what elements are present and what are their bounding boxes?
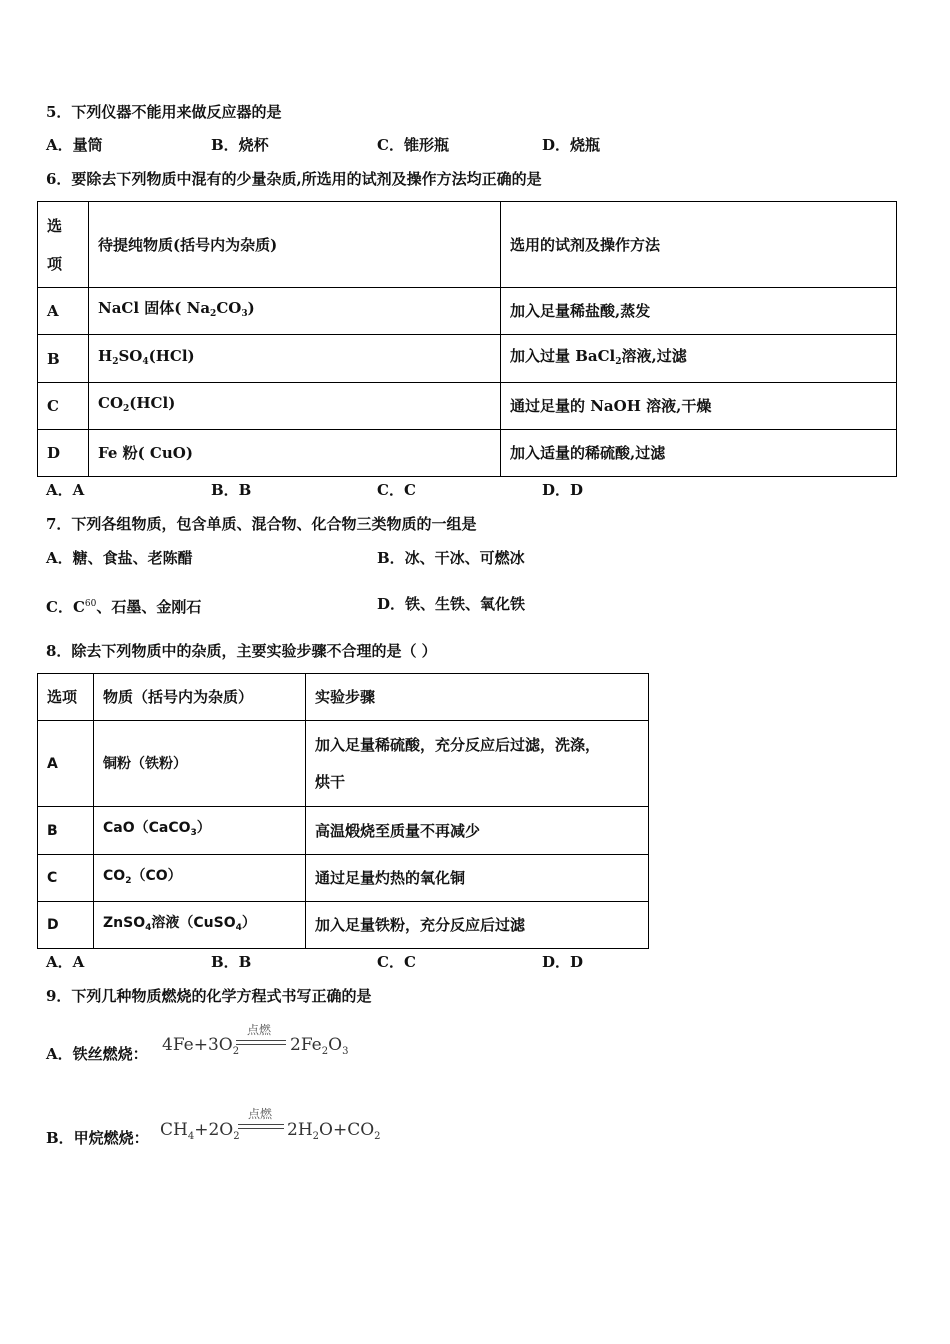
header-cell-substance: 物质（括号内为杂质） xyxy=(94,674,306,721)
row-option: D xyxy=(38,430,89,477)
q5-option-b: B．烧杯 xyxy=(211,136,269,154)
q9-option-b-arrow-top xyxy=(238,1124,284,1125)
q7-stem: 7．下列各组物质，包含单质、混合物、化合物三类物质的一组是 xyxy=(46,515,477,533)
q9-option-b-arrow-bottom xyxy=(238,1128,284,1129)
q9-option-b-label: B．甲烷燃烧： xyxy=(46,1129,149,1147)
q6-option-b: B．B xyxy=(211,481,252,499)
header-cell-substance: 待提纯物质(括号内为杂质) xyxy=(89,202,501,288)
row-substance: CaO（CaCO$_3$） xyxy=(94,807,306,855)
row-method: 加入足量稀盐酸,蒸发 xyxy=(501,288,897,335)
header-cell-option: 选 项 xyxy=(38,202,89,288)
table-header-row xyxy=(38,674,649,721)
q5-stem: 5．下列仪器不能用来做反应器的是 xyxy=(46,103,282,121)
q8-stem: 8．除去下列物质中的杂质，主要实验步骤不合理的是（ ） xyxy=(46,642,437,660)
q6-option-c: C．C xyxy=(377,481,416,499)
header-cell-step: 实验步骤 xyxy=(306,674,649,721)
q7-option-d: D．铁、生铁、氧化铁 xyxy=(377,595,526,613)
q5-option-d: D．烧瓶 xyxy=(542,136,601,154)
q8-option-c: C．C xyxy=(377,953,416,971)
q9-option-a-label: A．铁丝燃烧： xyxy=(46,1045,148,1063)
q8-table xyxy=(37,673,649,949)
row-option: A xyxy=(38,288,89,335)
table-row xyxy=(38,902,649,949)
q6-option-a: A．A xyxy=(46,481,85,499)
q9-stem: 9．下列几种物质燃烧的化学方程式书写正确的是 xyxy=(46,987,372,1005)
q9-option-b-lhs: $CH_4+2O_2$ xyxy=(160,1120,240,1142)
q7-option-c: C．$C^{60}$、石墨、金刚石 xyxy=(46,598,202,616)
q7-option-b: B．冰、干冰、可燃冰 xyxy=(377,549,525,567)
row-option: B xyxy=(38,335,89,383)
row-substance: $CO_2(HCl)$ xyxy=(89,383,501,430)
row-substance: $CO_2(CO)$ xyxy=(94,855,306,902)
row-step: 通过足量灼热的氧化铜 xyxy=(306,855,649,902)
q9-option-a-arrow-top xyxy=(236,1040,286,1041)
q6-option-d: D．D xyxy=(542,481,584,499)
q6-stem: 6．要除去下列物质中混有的少量杂质,所选用的试剂及操作方法均正确的是 xyxy=(46,170,542,188)
q9-option-a-arrow-bottom xyxy=(236,1044,286,1045)
q5-option-a: A．量筒 xyxy=(46,136,103,154)
q8-option-b: B．B xyxy=(211,953,252,971)
row-method: 通过足量的 NaOH 溶液,干燥 xyxy=(501,383,897,430)
q9-option-a-rhs: $2Fe_2O_3$ xyxy=(290,1035,349,1057)
q9-option-a-lhs: $4Fe+3O_2$ xyxy=(162,1035,240,1057)
row-substance: 铜粉（铁粉） xyxy=(94,721,306,807)
q9-option-a-condition: 点燃 xyxy=(247,1023,272,1037)
row-option: A xyxy=(38,721,94,807)
row-substance: NaCl 固体( $Na_2CO_3$) xyxy=(89,288,501,335)
q8-option-a: A．A xyxy=(46,953,85,971)
row-step: 加入足量铁粉，充分反应后过滤 xyxy=(306,902,649,949)
table-row xyxy=(38,383,897,430)
row-substance: $H_2SO_4(HCl)$ xyxy=(89,335,501,383)
q7-option-a: A．糖、食盐、老陈醋 xyxy=(46,549,193,567)
q9-option-b-rhs: $2H_2O+CO_2$ xyxy=(287,1120,381,1142)
row-substance: ZnSO$_4$溶液（CuSO$_4$） xyxy=(94,902,306,949)
table-row xyxy=(38,807,649,855)
q8-option-d: D．D xyxy=(542,953,584,971)
table-header-row xyxy=(38,202,897,288)
table-row xyxy=(38,855,649,902)
row-option: C xyxy=(38,383,89,430)
row-method: 加入过量 BaCl$_2$溶液,过滤 xyxy=(501,335,897,383)
row-substance: Fe 粉( CuO) xyxy=(89,430,501,477)
table-row xyxy=(38,335,897,383)
row-option: D xyxy=(38,902,94,949)
q6-table xyxy=(37,201,897,477)
q9-option-b-condition: 点燃 xyxy=(248,1107,273,1121)
header-cell-method: 选用的试剂及操作方法 xyxy=(501,202,897,288)
row-step: 加入足量稀硫酸，充分反应后过滤，洗涤， 烘干 xyxy=(306,721,649,807)
row-option: C xyxy=(38,855,94,902)
table-row xyxy=(38,430,897,477)
header-cell-option: 选项 xyxy=(38,674,94,721)
q5-option-c: C．锥形瓶 xyxy=(377,136,449,154)
row-option: B xyxy=(38,807,94,855)
table-row xyxy=(38,721,649,807)
row-method: 加入适量的稀硫酸,过滤 xyxy=(501,430,897,477)
table-row xyxy=(38,288,897,335)
row-step: 高温煅烧至质量不再减少 xyxy=(306,807,649,855)
